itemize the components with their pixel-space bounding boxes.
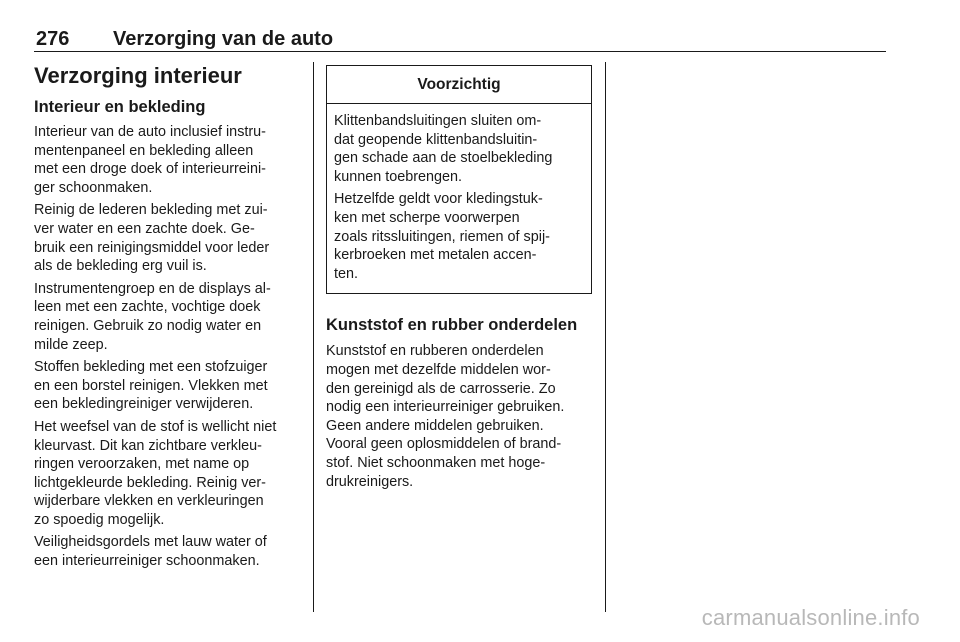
running-title: Verzorging van de auto [113, 28, 334, 50]
watermark: carmanualsonline.info [701, 605, 920, 630]
caution-paragraph: Hetzelfde geldt voor kledingstuk- ken met scherpe voorwerpen zoals ritssluitingen, riemen of spij- kerbroeken met metalen accen- ten. [334, 191, 550, 282]
subsection-title-plastic: Kunststof en rubber onderdelen [326, 316, 578, 335]
caution-body [327, 104, 591, 293]
paragraph: Kunststof en rubberen onderdelen mogen met dezelfde middelen wor- den gereinigd als de carrosserie. Zo nodig een interieurreiniger gebruiken. Geen andere middelen gebruiken. Vooral geen oplosmiddelen of brand- stof. Niet schoonmaken met hoge- drukreinigers. [326, 343, 565, 490]
paragraph: Interieur van de auto inclusief instru- mentenpaneel en bekleding alleen met een droge doek of interieurreini- ger schoonmaken. [34, 124, 266, 196]
paragraph: Het weefsel van de stof is wellicht niet kleurvast. Dit kan zichtbare verkleu- ringen veroorzaken, met name op lichtgekleurde bekleding. Reinig ver- wijderbare vlekken en verkleuringen zo spoedig mogelijk. [34, 418, 277, 528]
caution-title: Voorzichtig [327, 66, 591, 104]
paragraph: Stoffen bekleding met een stofzuiger en een borstel reinigen. Vlekken met een bekledingreiniger verwijderen. [34, 359, 268, 413]
column-middle [326, 65, 592, 495]
caution-paragraph: Klittenbandsluitingen sluiten om- dat geopende klittenbandsluitin- gen schade aan de stoelbekleding kunnen toebrengen. [334, 113, 553, 185]
page-number: 276 [36, 28, 70, 50]
column-left [34, 62, 300, 575]
caution-box [326, 65, 592, 294]
page-header [34, 26, 886, 52]
subsection-title-interior: Interieur en bekleding [34, 98, 206, 116]
column-divider-left [313, 62, 314, 612]
paragraph: Reinig de lederen bekleding met zui- ver water en een zachte doek. Ge- bruik een reinigingsmiddel voor leder als de bekleding erg vuil is. [34, 202, 270, 275]
paragraph: Instrumentengroep en de displays al- leen met een zachte, vochtige doek reinigen. Gebruik zo nodig water en milde zeep. [34, 280, 271, 353]
section-title: Verzorging interieur [34, 63, 242, 88]
column-divider-right [605, 62, 606, 612]
paragraph: Veiligheidsgordels met lauw water of een interieurreiniger schoonmaken. [34, 534, 267, 570]
